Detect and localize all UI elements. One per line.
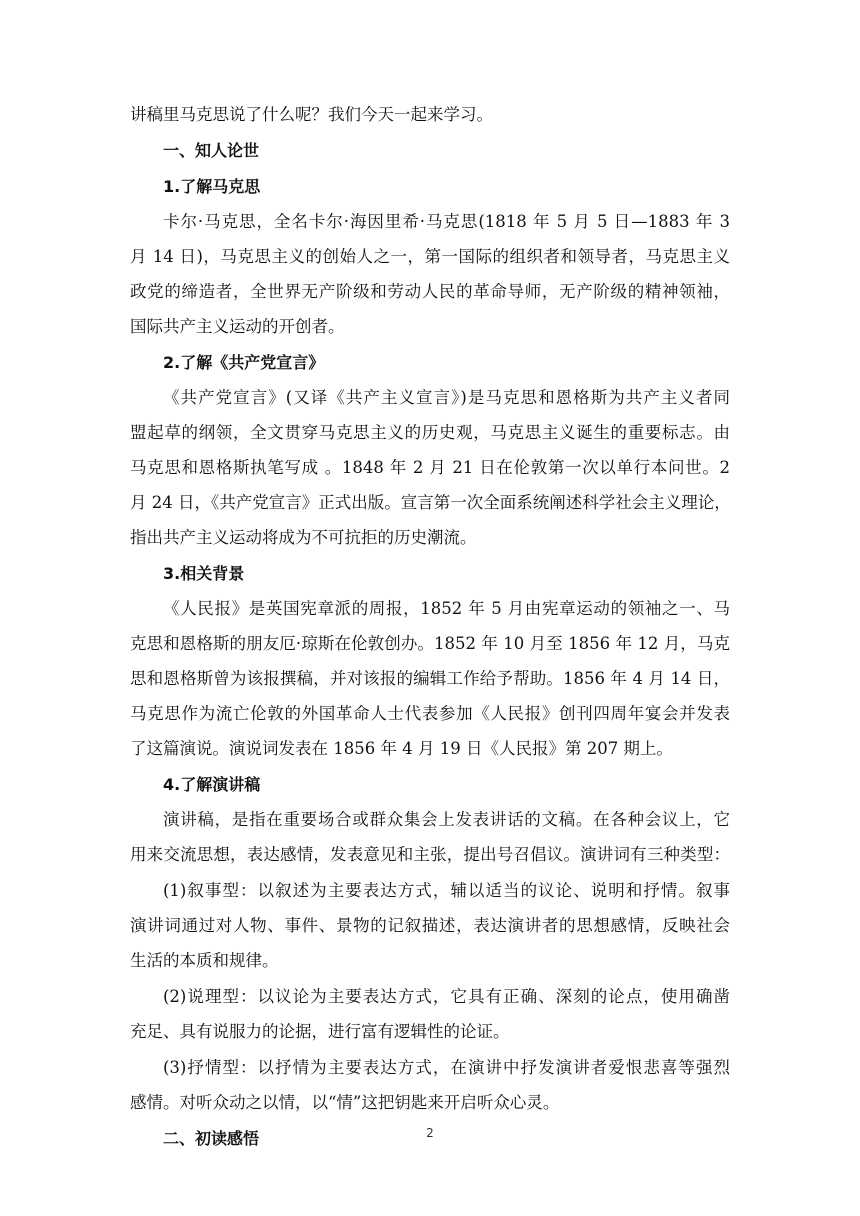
- paragraph-line: (3)抒情型：以抒情为主要表达方式，在演讲中抒发演讲者爱恨悲喜等强烈: [163, 1058, 730, 1077]
- paragraph-line: 政党的缔造者，全世界无产阶级和劳动人民的革命导师，无产阶级的精神领袖，: [130, 282, 730, 301]
- paragraph-line: 月 14 日)，马克思主义的创始人之一，第一国际的组织者和领导者，马克思主义: [130, 247, 730, 266]
- paragraph-line: 卡尔·马克思，全名卡尔·海因里希·马克思(1818 年 5 月 5 日—1883 年 3: [163, 212, 730, 231]
- paragraph-line: 演讲词通过对人物、事件、景物的记叙描述，表达演讲者的思想感情，反映社会: [130, 916, 730, 935]
- page-number: 2: [426, 1126, 434, 1140]
- paragraph-line: 克思和恩格斯的朋友厄·琼斯在伦敦创办。1852 年 10 月至 1856 年 12 月，马克: [130, 634, 730, 653]
- paragraph-line: 感情。对听众动之以情，以“情”这把钥匙来开启听众心灵。: [130, 1093, 560, 1112]
- paragraph-line: 马克思和恩格斯执笔写成 。1848 年 2 月 21 日在伦敦第一次以单行本问世。2: [130, 458, 730, 477]
- paragraph-line: 《共产党宣言》(又译《共产主义宣言》)是马克思和恩格斯为共产主义者同: [163, 388, 730, 407]
- paragraph-line: 指出共产主义运动将成为不可抗拒的历史潮流。: [130, 528, 477, 547]
- paragraph-line: 盟起草的纲领，全文贯穿马克思主义的历史观，马克思主义诞生的重要标志。由: [130, 423, 730, 442]
- paragraph-line: 充足、具有说服力的论据，进行富有逻辑性的论证。: [130, 1022, 510, 1041]
- subheading-manifesto: 2.了解《共产党宣言》: [163, 353, 325, 372]
- paragraph-line: 生活的本质和规律。: [130, 951, 279, 970]
- paragraph-line: 了这篇演说。演说词发表在 1856 年 4 月 19 日《人民报》第 207 期上。: [130, 739, 673, 758]
- paragraph-line: 月 24 日，《共产党宣言》正式出版。宣言第一次全面系统阐述科学社会主义理论，: [130, 493, 731, 512]
- paragraph-line: 演讲稿，是指在重要场合或群众集会上发表讲话的文稿。在各种会议上，它: [163, 810, 730, 829]
- paragraph-line: (1)叙事型：以叙述为主要表达方式，辅以适当的议论、说明和抒情。叙事: [163, 881, 730, 900]
- paragraph-line: 国际共产主义运动的开创者。: [130, 317, 345, 336]
- section-heading-1: 一、知人论世: [163, 141, 260, 160]
- intro-line: 讲稿里马克思说了什么呢？我们今天一起来学习。: [130, 105, 493, 124]
- paragraph-line: 用来交流思想，表达感情，发表意见和主张，提出号召倡议。演讲词有三种类型：: [130, 845, 730, 864]
- paragraph-line: 《人民报》是英国宪章派的周报，1852 年 5 月由宪章运动的领袖之一、马: [163, 599, 730, 618]
- section-heading-2: 二、初读感悟: [163, 1129, 260, 1148]
- subheading-speech: 4.了解演讲稿: [163, 775, 261, 794]
- paragraph-line: 思和恩格斯曾为该报撰稿，并对该报的编辑工作给予帮助。1856 年 4 月 14 日，: [130, 669, 730, 688]
- subheading-marx: 1.了解马克思: [163, 177, 261, 196]
- paragraph-line: 马克思作为流亡伦敦的外国革命人士代表参加《人民报》创刊四周年宴会并发表: [130, 704, 730, 723]
- subheading-background: 3.相关背景: [163, 564, 245, 583]
- paragraph-line: (2)说理型：以议论为主要表达方式，它具有正确、深刻的论点，使用确凿: [163, 987, 730, 1006]
